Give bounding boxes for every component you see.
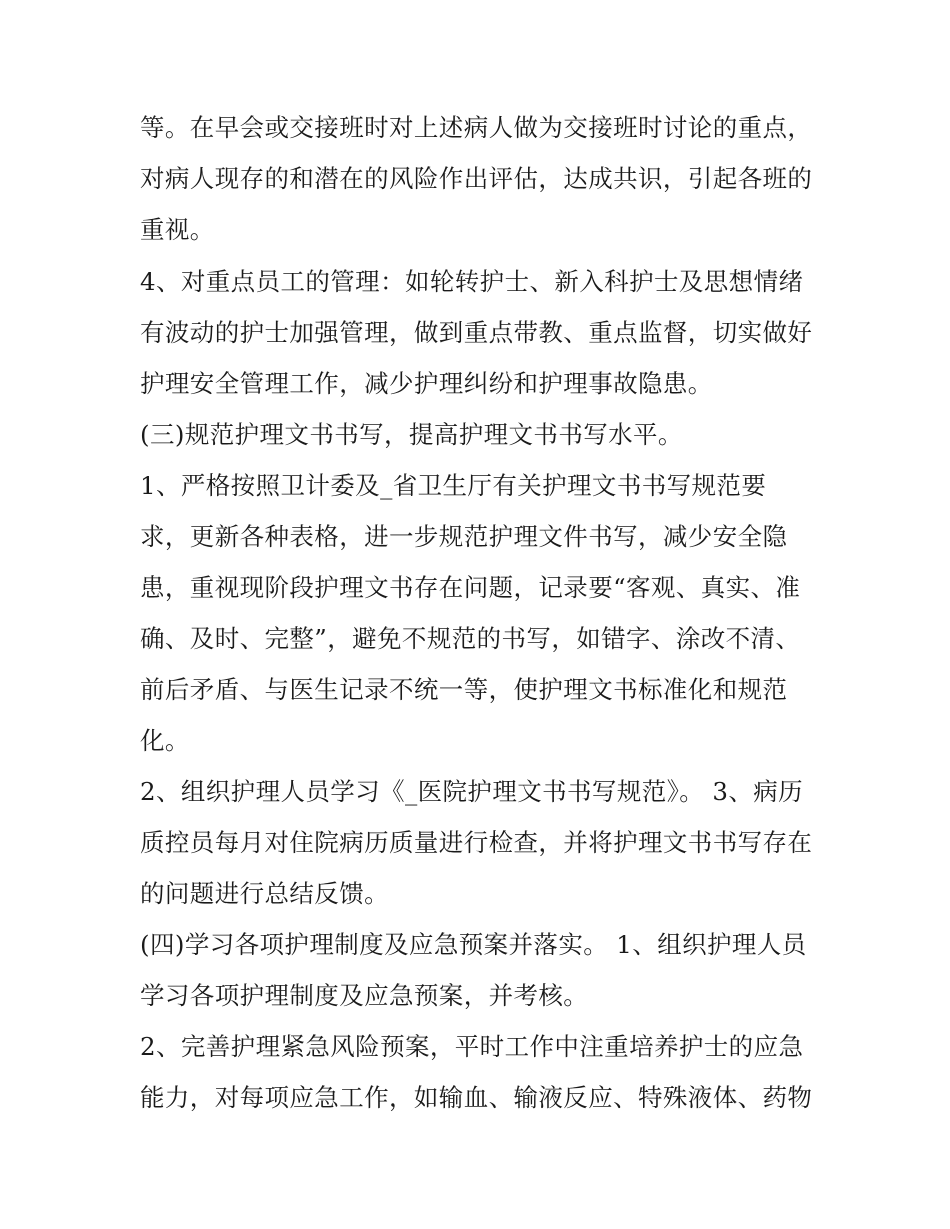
- text-line-18: 学习各项护理制度及应急预案，并考核。: [140, 981, 589, 1010]
- text-line-15: 质控员每月对住院病历质量进行检查，并将护理文书书写存在: [140, 828, 813, 857]
- text-line-9: 求，更新各种表格，进一步规范护理文件书写，减少安全隐: [140, 522, 788, 551]
- text-line-10: 患，重视现阶段护理文书存在问题，记录要“客观、真实、准: [140, 573, 801, 602]
- text-line-3: 重视。: [140, 215, 215, 244]
- text-line-13: 化。: [140, 726, 190, 755]
- text-line-19: 2、完善护理紧急风险预案，平时工作中注重培养护士的应急: [140, 1032, 804, 1061]
- text-line-7: (三)规范护理文书书写，提高护理文书书写水平。: [140, 420, 683, 449]
- text-line-6: 护理安全管理工作，减少护理纠纷和护理事故隐患。: [140, 369, 713, 398]
- text-line-16: 的问题进行总结反馈。: [140, 879, 389, 908]
- text-line-5: 有波动的护士加强管理，做到重点带教、重点监督，切实做好: [140, 318, 813, 347]
- text-line-17: (四)学习各项护理制度及应急预案并落实。 1、组织护理人员: [140, 930, 807, 959]
- text-line-20: 能力，对每项应急工作，如输血、输液反应、特殊液体、药物: [140, 1083, 813, 1112]
- text-line-2: 对病人现存的和潜在的风险作出评估，达成共识，引起各班的: [140, 164, 813, 193]
- text-line-4: 4、对重点员工的管理：如轮转护士、新入科护士及思想情绪: [140, 267, 804, 296]
- text-line-14: 2、组织护理人员学习《_医院护理文书书写规范》。 3、病历: [140, 777, 804, 806]
- text-line-8: 1、严格按照卫计委及_省卫生厅有关护理文书书写规范要: [140, 471, 767, 500]
- text-line-1: 等。在早会或交接班时对上述病人做为交接班时讨论的重点，: [140, 113, 813, 142]
- text-line-11: 确、及时、完整”，避免不规范的书写，如错字、涂改不清、: [140, 624, 801, 653]
- text-line-12: 前后矛盾、与医生记录不统一等，使护理文书标准化和规范: [140, 675, 788, 704]
